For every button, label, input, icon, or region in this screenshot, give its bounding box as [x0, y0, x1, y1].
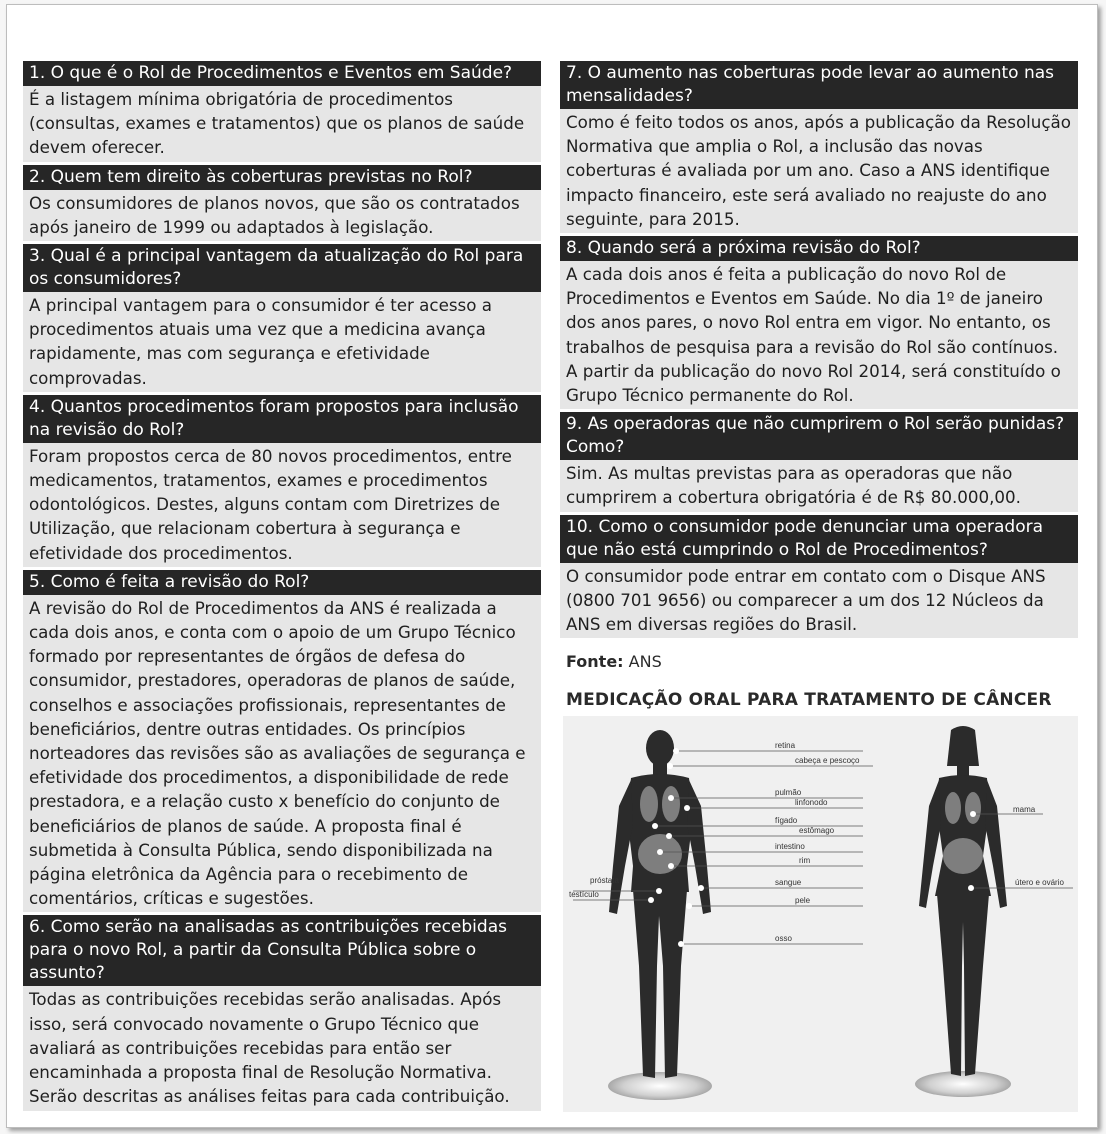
- source-credit: [566, 652, 662, 671]
- faq-answer: A revisão do Rol de Procedimentos da ANS é realizada a cada dois anos, e conta com o apoio de um Grupo Técnico formado por representantes de órgãos de defesa do consumidor, prestadores, operadoras de planos de saúde, conselhos e associações profissionais, representantes de beneficiários, dentre outras entidades. Os princípios norteadores das revisões são as avaliações de segurança e efetividade dos procedimentos, a disponibilidade de rede prestadora, e a relação custo x benefício do conjunto de beneficiários de planos de saúde. A proposta final é submetida à Consulta Pública, sendo disponibilizada na página eletrônica da Agência para o recebimento de comentários, críticas e sugestões.: [23, 595, 541, 913]
- faq-item-2: [23, 165, 541, 241]
- label-intestino: intestino: [775, 842, 805, 851]
- label-prostata: próstata: [590, 876, 619, 885]
- faq-item-10: [560, 515, 1078, 639]
- faq-question: 4. Quantos procedimentos foram propostos para inclusão na revisão do Rol?: [23, 395, 541, 443]
- male-platform: [608, 1072, 712, 1100]
- faq-answer: A cada dois anos é feita a publicação do novo Rol de Procedimentos e Eventos em Saúde. No dia 1º de janeiro dos anos pares, o novo Rol entra em vigor. No entanto, os trabalhos de pesquisa para a revisão do Rol são contínuos. A partir da publicação do novo Rol 2014, será constituído o Grupo Técnico permanente do Rol.: [560, 261, 1078, 409]
- faq-question: 2. Quem tem direito às coberturas previstas no Rol?: [23, 165, 541, 190]
- label-linfonodo: linfonodo: [795, 798, 828, 807]
- female-platform: [915, 1071, 1011, 1097]
- faq-question: 5. Como é feita a revisão do Rol?: [23, 570, 541, 595]
- faq-question: 9. As operadoras que não cumprirem o Rol serão punidas? Como?: [560, 412, 1078, 460]
- faq-item-4: [23, 395, 541, 567]
- label-utero-ovario: útero e ovário: [1015, 878, 1064, 887]
- faq-question: 8. Quando será a próxima revisão do Rol?: [560, 236, 1078, 261]
- faq-answer: Como é feito todos os anos, após a publicação da Resolução Normativa que amplia o Rol, a inclusão das novas coberturas é avaliada por um ano. Caso a ANS identifique impacto financeiro, este será avaliado no reajuste do ano seguinte, para 2015.: [560, 109, 1078, 233]
- label-pulmao: pulmão: [775, 788, 802, 797]
- label-testiculo: testículo: [569, 890, 599, 899]
- faq-answer: A principal vantagem para o consumidor é ter acesso a procedimentos atuais uma vez que a medicina avança rapidamente, mas com segurança e efetividade comprovadas.: [23, 292, 541, 392]
- faq-question: 7. O aumento nas coberturas pode levar ao aumento nas mensalidades?: [560, 61, 1078, 109]
- anatomy-illustration: [563, 716, 1078, 1112]
- faq-answer: Todas as contribuições recebidas serão analisadas. Após isso, será convocado novamente o Grupo Técnico que avaliará as contribuições recebidas para então ser encaminhada a proposta final de Resolução Normativa. Serão descritas as análises feitas para cada contribuição.: [23, 986, 541, 1110]
- faq-item-5: [23, 570, 541, 913]
- figure-title: MEDICAÇÃO ORAL PARA TRATAMENTO DE CÂNCER: [566, 690, 1052, 710]
- faq-answer: Os consumidores de planos novos, que são os contratados após janeiro de 1999 ou adaptados à legislação.: [23, 190, 541, 241]
- faq-question: 10. Como o consumidor pode denunciar uma operadora que não está cumprindo o Rol de Procedimentos?: [560, 515, 1078, 563]
- faq-item-1: [23, 61, 541, 162]
- label-sangue: sangue: [775, 878, 802, 887]
- label-pele: pele: [795, 896, 811, 905]
- source-value: ANS: [628, 652, 662, 671]
- anatomy-figure: [563, 716, 1078, 1112]
- female-body: [919, 726, 1007, 1076]
- faq-answer: Sim. As multas previstas para as operadoras que não cumprirem a cobertura obrigatória é de R$ 80.000,00.: [560, 460, 1078, 511]
- label-cabeca-pescoco: cabeça e pescoço: [795, 756, 860, 765]
- faq-question: 1. O que é o Rol de Procedimentos e Eventos em Saúde?: [23, 61, 541, 86]
- faq-item-7: [560, 61, 1078, 233]
- faq-question: 3. Qual é a principal vantagem da atualização do Rol para os consumidores?: [23, 244, 541, 292]
- faq-item-6: [23, 915, 541, 1110]
- label-retina: retina: [775, 741, 796, 750]
- faq-item-3: [23, 244, 541, 392]
- label-mama: mama: [1013, 805, 1036, 814]
- source-label: Fonte:: [566, 652, 624, 671]
- faq-answer: Foram propostos cerca de 80 novos procedimentos, entre medicamentos, tratamentos, exames e procedimentos odontológicos. Destes, alguns contam com Diretrizes de Utilização, que relacionam cobertura à segurança e efetividade dos procedimentos.: [23, 443, 541, 567]
- label-rim: rim: [799, 856, 811, 865]
- faq-item-9: [560, 412, 1078, 511]
- label-estomago: estômago: [799, 826, 835, 835]
- male-body: [609, 730, 711, 1078]
- faq-column-right: [560, 58, 1078, 638]
- faq-answer: O consumidor pode entrar em contato com o Disque ANS (0800 701 9656) ou comparecer a um dos 12 Núcleos da ANS em diversas regiões do Brasil.: [560, 563, 1078, 639]
- faq-answer: É a listagem mínima obrigatória de procedimentos (consultas, exames e tratamentos) que os planos de saúde devem oferecer.: [23, 86, 541, 162]
- label-figado: fígado: [775, 816, 798, 825]
- faq-item-8: [560, 236, 1078, 409]
- faq-column-left: [23, 58, 541, 1111]
- faq-question: 6. Como serão na analisadas as contribuições recebidas para o novo Rol, a partir da Consulta Pública sobre o assunto?: [23, 915, 541, 986]
- label-osso: osso: [775, 934, 792, 943]
